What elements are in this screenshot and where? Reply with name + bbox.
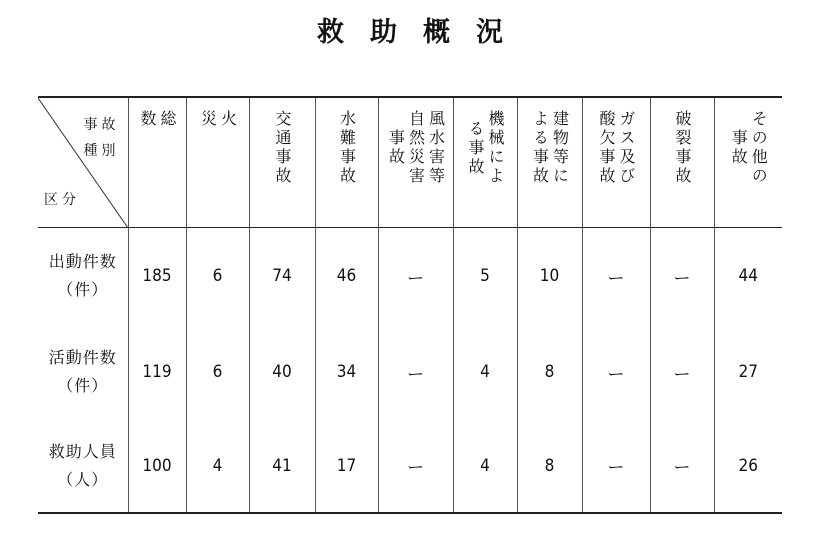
table-cell: ー xyxy=(378,227,453,325)
column-header: その他の 事故 xyxy=(714,97,782,227)
column-header: 交通事故 xyxy=(249,97,315,227)
corner-label-middle: 種別 xyxy=(83,143,120,159)
table-cell: ー xyxy=(378,325,453,419)
column-header: 火 災 xyxy=(186,97,249,227)
header-row xyxy=(38,97,782,227)
table-cell: 185 xyxy=(128,227,186,325)
table-cell: 8 xyxy=(517,419,582,513)
table-row xyxy=(38,227,782,325)
row-header: 救助人員 （人） xyxy=(38,419,128,513)
table-cell: 26 xyxy=(714,419,782,513)
corner-label-top: 事故 xyxy=(83,117,120,133)
page-title: 救助概況 xyxy=(317,17,529,48)
rescue-summary-table-container xyxy=(38,96,782,514)
column-header: ガス及び 酸欠事故 xyxy=(582,97,650,227)
table-cell: ー xyxy=(650,419,714,513)
table-cell: 10 xyxy=(517,227,582,325)
table-cell: ー xyxy=(378,419,453,513)
table-cell: 41 xyxy=(249,419,315,513)
table-cell: 8 xyxy=(517,325,582,419)
column-header: 風水害等 自然災害 事故 xyxy=(378,97,453,227)
corner-label-bottom: 区分 xyxy=(44,191,80,208)
table-cell: 17 xyxy=(315,419,378,513)
column-header: 総 数 xyxy=(128,97,186,227)
table-cell: 27 xyxy=(714,325,782,419)
table-cell: 4 xyxy=(453,419,517,513)
table-cell: 6 xyxy=(186,325,249,419)
column-header: 機械によ る事故 xyxy=(453,97,517,227)
row-header: 活動件数 （件） xyxy=(48,348,117,395)
table-cell: 34 xyxy=(315,325,378,419)
table-cell: 119 xyxy=(128,325,186,419)
table-cell: 74 xyxy=(249,227,315,325)
table-row xyxy=(38,325,782,419)
rescue-summary-table xyxy=(38,96,782,514)
table-cell: ー xyxy=(582,419,650,513)
table-cell: ー xyxy=(582,325,650,419)
table-cell: 6 xyxy=(186,227,249,325)
table-cell: ー xyxy=(650,325,714,419)
column-header: 水難事故 xyxy=(315,97,378,227)
table-cell: 4 xyxy=(186,419,249,513)
table-cell: 46 xyxy=(315,227,378,325)
table-cell: 40 xyxy=(249,325,315,419)
table-row xyxy=(38,419,782,513)
column-header: 破裂事故 xyxy=(650,97,714,227)
table-cell: ー xyxy=(582,227,650,325)
table-cell: 100 xyxy=(128,419,186,513)
table-cell: 44 xyxy=(714,227,782,325)
column-header: 建物等に よる事故 xyxy=(517,97,582,227)
table-cell: ー xyxy=(650,227,714,325)
table-cell: 4 xyxy=(453,325,517,419)
table-cell: 5 xyxy=(453,227,517,325)
corner-cell xyxy=(38,97,128,227)
row-header: 出動件数 （件） xyxy=(48,252,117,300)
